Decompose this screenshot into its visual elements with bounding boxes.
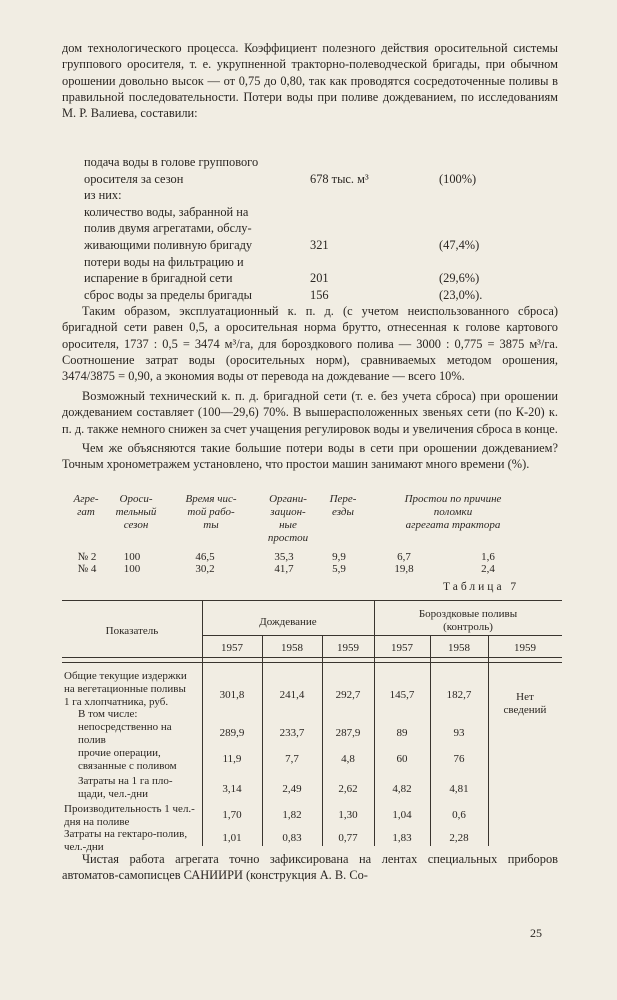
list-percent: (29,6%) — [439, 271, 480, 286]
table-cell: 4,8 — [341, 753, 355, 765]
table-cell: 182,7 — [446, 689, 472, 701]
list-value: 321 — [310, 237, 329, 252]
downtime-cell: 100 — [123, 551, 141, 563]
table-cell: 289,9 — [219, 727, 245, 739]
downtime-cell: № 2 — [77, 551, 97, 563]
table-rule — [202, 635, 562, 636]
downtime-cell: 100 — [123, 563, 141, 575]
table-cell: 4,82 — [392, 783, 412, 795]
downtime-cell: 46,5 — [195, 551, 215, 563]
table-rule — [62, 600, 562, 601]
downtime-header: Органи- зацион- ные простои — [267, 493, 309, 544]
downtime-cell: № 4 — [77, 563, 97, 575]
table-cell: 1,70 — [222, 809, 242, 821]
table-7 — [62, 600, 562, 853]
table-cell: 241,4 — [279, 689, 305, 701]
table-row-label: Общие текущие издержки на вегетационные поливы 1 га хлопчатника, руб. — [64, 670, 187, 708]
table-cell: 2,62 — [338, 783, 358, 795]
list-percent: (100%) — [439, 171, 477, 186]
year-header: 1958 — [448, 642, 470, 654]
table-row-label: Затраты на гектаро-полив, чел.-дни — [64, 828, 188, 853]
year-header: 1957 — [391, 642, 413, 654]
table-cell: 0,77 — [338, 832, 358, 844]
table-cell: 93 — [453, 727, 465, 739]
year-header: 1959 — [337, 642, 359, 654]
table-cell: 301,8 — [219, 689, 245, 701]
list-label: полив двумя агрегатами, обслу- — [84, 221, 252, 236]
column-header-indicator: Показатель — [105, 625, 159, 637]
table-cell: 233,7 — [279, 727, 305, 739]
no-data-note: Нет сведений — [503, 691, 547, 716]
table-cell: 7,7 — [285, 753, 299, 765]
paragraph-technical-efficiency: Возможный технический к. п. д. бригадной сети (т. е. без учета сброса) при орошении дождеванием составляет (100—29,6) 70%. В вышерасположенных звеньях сети (по К-20) к. п. д. также немного снижен за счет учащения регулировок воды и увеличения сброса в конце. — [62, 389, 558, 436]
group-header-furrow: Бороздковые поливы (контроль) — [418, 608, 518, 633]
downtime-cell: 1,6 — [481, 551, 495, 563]
table-cell: 11,9 — [222, 753, 242, 765]
list-label: оросителя за сезон — [84, 171, 184, 186]
year-header: 1958 — [281, 642, 303, 654]
list-row — [84, 204, 534, 221]
paragraph-intro: дом технологического процесса. Коэффициент полезного действия оросительной системы группового оросителя, т. е. укрупненной тракторно-полеводческой бригады, при обычном орошении довольно высок — от 0,75 до 0,80, так как проводятся сосредоточенные поливы в правильной последовательности. Потери воды при поливе дождеванием, по исследованиям М. Р. Валиева, составили: — [62, 41, 558, 121]
table-cell: 60 — [396, 753, 408, 765]
table-rule — [62, 657, 562, 658]
list-label: сброс воды за пределы бригады — [84, 287, 252, 302]
downtime-cell: 9,9 — [332, 551, 346, 563]
downtime-cell: 41,7 — [274, 563, 294, 575]
table-cell: 1,82 — [282, 809, 302, 821]
list-label: из них: — [84, 188, 122, 203]
page-number: 25 — [530, 926, 542, 940]
table-row-label: В том числе: непосредственно на полив — [78, 708, 172, 746]
table-cell: 1,30 — [338, 809, 358, 821]
table-cell: 2,49 — [282, 783, 302, 795]
downtime-cell: 6,7 — [397, 551, 411, 563]
list-label: количество воды, забранной на — [84, 204, 249, 219]
paragraph-recorders: Чистая работа агрегата точно зафиксирована на лентах специальных приборов автоматов-самописцев САНИИРИ (конструкция А. В. Со- — [62, 852, 558, 883]
downtime-header: Время чис- той рабо- ты — [185, 493, 237, 531]
table-caption: Таблица 7 — [443, 581, 520, 593]
downtime-header: Агре- гат — [73, 493, 99, 518]
water-loss-list — [84, 154, 534, 303]
list-percent: (23,0%). — [439, 287, 483, 302]
paragraph-efficiency: Таким образом, эксплуатационный к. п. д. (с учетом неиспользованного сброса) бригадной сети равен 0,5, а оросительная норма брутто, отнесенная к голове картового оросителя, 1737 : 0,5 = 3474 м³/га, для бороздкового полива — 3000 : 0,775 = 3875 м³/га. Соотношение затрат воды (оросительных норм), сравниваемых методом орошения, 3474/3875 = 0,90, а экономия воды от перевода на дождевание — всего 10%. — [62, 304, 558, 384]
year-header: 1959 — [514, 642, 536, 654]
table-cell: 1,04 — [392, 809, 412, 821]
table-cell: 76 — [453, 753, 465, 765]
list-value: 201 — [310, 271, 329, 286]
table-cell: 4,81 — [449, 783, 469, 795]
table-cell: 1,01 — [222, 832, 242, 844]
downtime-cell: 5,9 — [332, 563, 346, 575]
table-cell: 3,14 — [222, 783, 242, 795]
year-header: 1957 — [221, 642, 243, 654]
downtime-header: Ороси- тельный сезон — [115, 493, 157, 531]
downtime-row — [68, 563, 538, 577]
list-row — [84, 287, 534, 304]
list-value: 678 тыс. м³ — [310, 171, 369, 186]
list-label: подача воды в голове группового — [84, 155, 259, 169]
table-row-label: Затраты на 1 га пло- щади, чел.-дни — [78, 775, 173, 800]
list-label: потери воды на фильтрацию и — [84, 254, 244, 269]
table-row-label: Производительность 1 чел.- дня на поливе — [64, 803, 195, 828]
list-label: испарение в бригадной сети — [84, 271, 233, 286]
table-cell: 287,9 — [335, 727, 361, 739]
downtime-header: Пере- езды — [329, 493, 357, 518]
list-label: живающими поливную бригаду — [84, 237, 253, 252]
table-cell: 0,83 — [282, 832, 302, 844]
table-cell: 292,7 — [335, 689, 361, 701]
list-row — [84, 220, 534, 237]
table-rule — [62, 662, 562, 663]
list-row — [84, 270, 534, 287]
downtime-cell: 30,2 — [195, 563, 215, 575]
list-row — [84, 254, 534, 271]
downtime-cell: 19,8 — [394, 563, 414, 575]
table-cell: 89 — [396, 727, 408, 739]
downtime-cell: 2,4 — [481, 563, 495, 575]
table-column-rule — [488, 635, 489, 846]
group-header-sprinkling: Дождевание — [259, 616, 317, 628]
table-cell: 1,83 — [392, 832, 412, 844]
table-row-label: прочие операции, связанные с поливом — [78, 747, 177, 772]
downtime-cell: 35,3 — [274, 551, 294, 563]
list-percent: (47,4%) — [439, 237, 480, 252]
table-cell: 2,28 — [449, 832, 469, 844]
list-row — [84, 171, 534, 188]
paragraph-downtime: Чем же объясняются такие большие потери воды в сети при орошении дождеванием? Точным хронометражем установлено, что простои машин занимают много времени (%). — [62, 441, 558, 472]
table-cell: 0,6 — [452, 809, 466, 821]
list-value: 156 — [310, 287, 329, 302]
downtime-header: Простои по причине поломки агрегата трактора — [404, 493, 502, 531]
list-row — [84, 154, 534, 171]
list-row — [84, 187, 534, 204]
table-cell: 145,7 — [389, 689, 415, 701]
list-row — [84, 237, 534, 254]
